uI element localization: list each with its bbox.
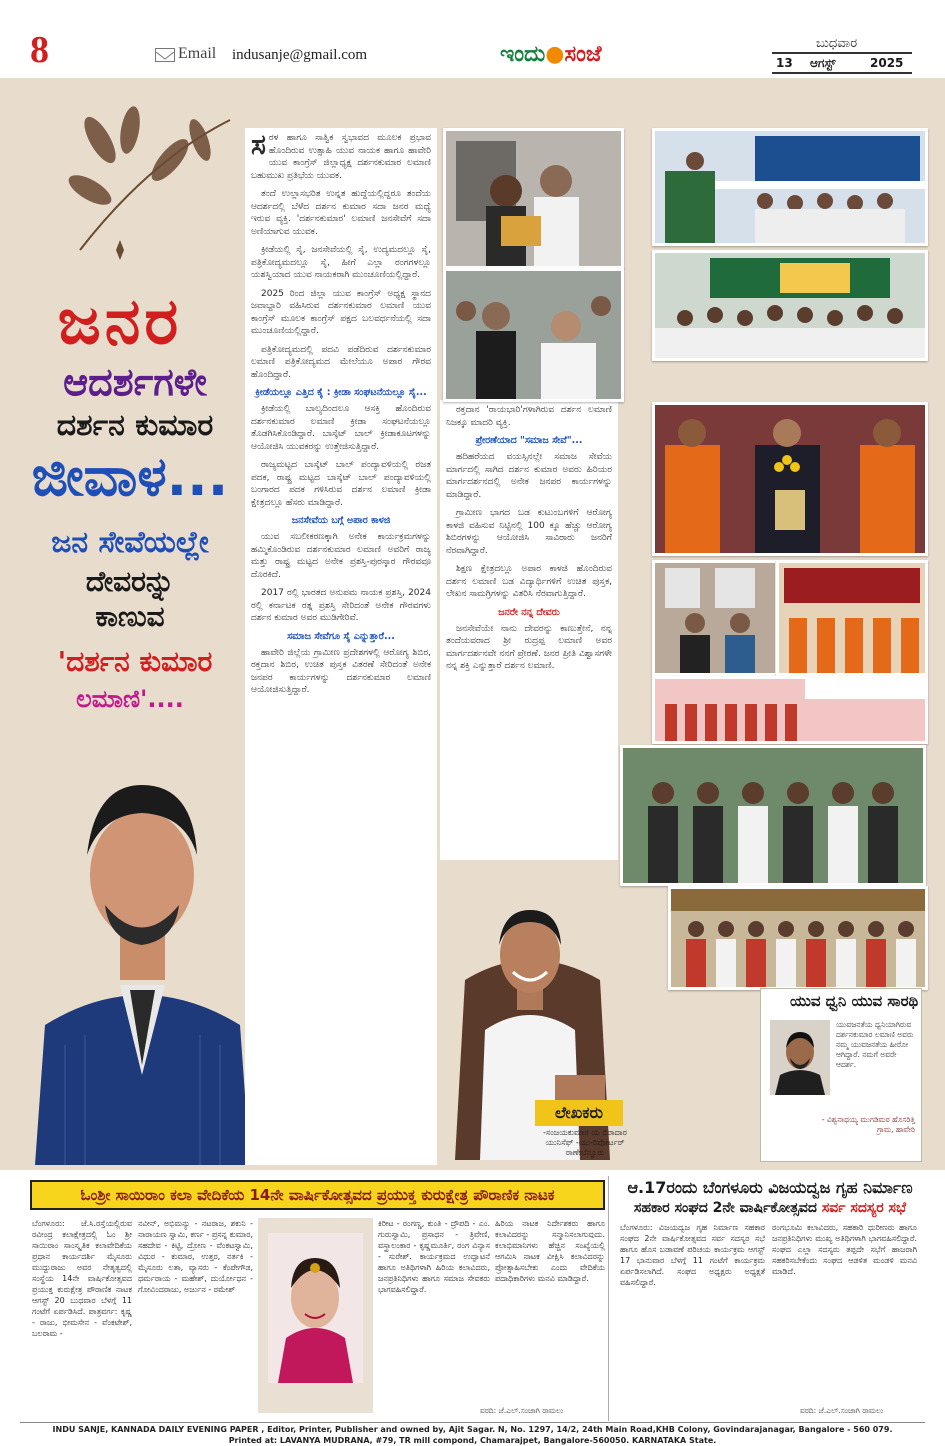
news-credit: ವರದಿ: ಜೆ.ಎಲ್.ಸಂಜಾಗಿ ರಾಮಲು — [480, 1406, 564, 1415]
imprint-line-1: INDU SANJE, KANNADA DAILY EVENING PAPER , Editor, Printer, Publisher and owned by, Ajit Sagar. N, No. 1297, 14/2, 24th Main Road,KHB Colony, Govindarajanagar, Bangalore - 560 079. — [52, 1425, 893, 1434]
article-paragraph: ತಂದೆ ಉಲ್ಲಾಸಭರಿತ ಉನ್ನತ ಹುದ್ದೆಯಲ್ಲಿದ್ದರೂ ತಂದೆಯ ಆದರ್ಶದಲ್ಲಿ ಬೆಳೆದ ದರ್ಶನ ಕುಮಾರ ಸದಾ ಜನರ ಮಧ್ಯೆ ಇರುವ ವ್ಯಕ್ತಿ. 'ದರ್ಶನಕುಮಾರ' ಲಮಾಣಿ ಜನಸೇವೆಗೆ ಸದಾ ಅಣಿಯಾಗುವ ಯುವಕ. — [251, 189, 431, 237]
page-number: 8 — [30, 29, 49, 71]
headline-line-2: ಆದರ್ಶಗಳೇ — [63, 360, 207, 404]
headline-line-1: ಜನರ — [57, 285, 183, 359]
masthead-sun-icon: ● — [545, 42, 565, 67]
article-paragraph: ರಕ್ತದಾನ 'ರಾಯಭಾರಿ'ಗಳಾಗಿರುವ ದರ್ಶನ ಲಮಾಣಿ ನಿಜಕ್ಕೂ ಮಾದರಿ ವ್ಯಕ್ತಿ. — [446, 405, 612, 428]
article-paragraph: ಶಿಕ್ಷಣ ಕ್ಷೇತ್ರದಲ್ಲೂ ಅಪಾರ ಕಾಳಜಿ ಹೊಂದಿರುವ ದರ್ಶನ ಲಮಾಣಿ ಬಡ ವಿದ್ಯಾರ್ಥಿಗಳಿಗೆ ಉಚಿತ ಪುಸ್ತಕ, ಲೇಖನ ಸಾಮಗ್ರಿಗಳನ್ನು ವಿತರಿಸಿ ನೆರವಾಗುತ್ತಿದ್ದಾರೆ. — [446, 564, 612, 599]
article-subhead: ಕ್ರೀಡೆಯಲ್ಲೂ ಎತ್ತಿದ ಕೈ : ಕ್ರೀಡಾ ಸಂಘಟನೆಯಲ್ಲೂ ಸೈ... — [255, 387, 427, 398]
article-subhead: ಸಮಾಜ ಸೇವೆಗೂ ಸೈ ಎನ್ನುತ್ತಾರೆ... — [287, 630, 395, 642]
news-column: ಕಿರೀಟ - ರಂಗಣ್ಣ, ಕುಂತಿ - ದ್ರೌಪದಿ - ಎಂ. ಗುರುಸ್ವಾಮಿ, ಪ್ರಸಾಧನ - ತ್ರಿವೇಣಿ, ವಸ್ತ್ರಾಲಂಕಾರ - ಕೃಷ್ಣಮೂರ್ತಿ, ರಂಗ ವಿನ್ಯಾಸ - ಸುರೇಶ್. ಕಾರ್ಯಕ್ರಮದ ಉದ್ಘಾಟನೆ ಹಾಗೂ ಅತಿಥಿಗಳಾಗಿ ಹಿರಿಯ ಕಲಾವಿದರು, ಜನಪ್ರತಿನಿಧಿಗಳು ಹಾಗೂ ಸಮಾಜ ಸೇವಕರು ಭಾಗವಹಿಸಲಿದ್ದಾರೆ. — [378, 1219, 490, 1294]
drop-cap: ಸ — [251, 128, 266, 161]
portrait-photo — [25, 745, 260, 1165]
quote-text: ಯುವಜನತೆಯ ಧ್ವನಿಯಾಗಿರುವ ದರ್ಶನಕುಮಾರ ಲಮಾಣಿ ಅವರು ನಮ್ಮ ಯುವಜನತೆಯ ಹೀರೋ ಆಗಿದ್ದಾರೆ. ನಮಗೆ ಅವರೇ ಆದರ್ಶ. — [836, 1020, 914, 1069]
article-paragraph: ಗ್ರಾಮೀಣ ಭಾಗದ ಬಡ ಕುಟುಂಬಗಳಿಗೆ ಆರೋಗ್ಯ ಕಾಳಜಿ ವಹಿಸುವ ನಿಟ್ಟಿನಲ್ಲಿ 100 ಕ್ಕೂ ಹೆಚ್ಚು ಆರೋಗ್ಯ ಶಿಬಿರಗಳನ್ನು ಆಯೋಜಿಸಿ ಸಾವಿರಾರು ಜನರಿಗೆ ನೆರವಾಗಿದ್ದಾರೆ. — [446, 508, 612, 556]
article-paragraph: ಯುವ ಸಬಲೀಕರಣಕ್ಕಾಗಿ ಅನೇಕ ಕಾರ್ಯಕ್ರಮಗಳನ್ನು ಹಮ್ಮಿಕೊಂಡಿರುವ ದರ್ಶನಕುಮಾರ ಲಮಾಣಿ ಅವರಿಗೆ ರಾಜ್ಯ ಮತ್ತು ರಾಷ್ಟ್ರ ಮಟ್ಟದ ಅನೇಕ ಪ್ರಶಸ್ತಿ-ಪುರಸ್ಕಾರ ಗೌರವವೂ ದೊರಕಿದೆ. — [251, 532, 431, 580]
weekday: ಬುಧವಾರ — [816, 36, 858, 51]
quote-box-title: ಯುವ ಧ್ವನಿ ಯುವ ಸಾರಥಿ — [790, 992, 919, 1010]
artist-photo — [258, 1218, 373, 1413]
news-column: ನವೀನ್, ಅಭಿಮನ್ಯು - ನಟರಾಜ, ಶಕುನಿ - ನಾರಾಯಣ ಸ್ವಾಮಿ, ಕರ್ಣ - ಪ್ರಸನ್ನ ಕುಮಾರ, ಸಹದೇವ - ಕಿಟ್ಟಿ, ದ್ರೋಣ - ವೆಂಕಟಸ್ವಾಮಿ, ವಿಧುರ - ಕುಮಾರ, ಉತ್ತರ, ನರ್ತಕಿ - ಮೈಸೂರು ಲತಾ, ವ್ಯಾಸರು - ಕೆಂಪೇಗೌಡ, ಧರ್ಮರಾಯ - ಮಹೇಶ್, ದುರ್ಯೋಧನ - ಗೋವಿಂದರಾಜು, ಅರ್ಜುನ - ರಮೇಶ್ — [138, 1219, 253, 1294]
author-byline: -ಸಂಜಯಕುಮಾರ ಯ ಬಿರಾದಾರ ಯುನಿಸೆಫ್ -ಯು-ರಿಪೋರ್ಟರ್ ರಾಣೇಬೆನ್ನೂರು — [543, 1128, 627, 1157]
article-paragraph: ಜನಸೇವೆಯೇ ನಾನು ದೇವರನ್ನು ಕಾಣುತ್ತೇನೆ, ನನ್ನ ತಂದೆಯವರಾದ ಶ್ರೀ ರುದ್ರಪ್ಪ ಲಮಾಣಿ ಅವರ ಮಾರ್ಗದರ್ಶನವೇ ನನಗೆ ಪ್ರೇರಣೆ. ಜನರ ಪ್ರೀತಿ ವಿಶ್ವಾಸಗಳೇ ನನ್ನ ಶಕ್ತಿ ಎನ್ನುತ್ತಾರೆ ದರ್ಶನ ಲಮಾಣಿ. — [446, 623, 612, 671]
headline-line-8: 'ದರ್ಶನ ಕುಮಾರ — [57, 645, 213, 678]
page-header — [0, 0, 945, 78]
date-day: 13 — [776, 56, 793, 70]
news-headline-part: ಸಹಕಾರ ಸಂಘದ 2ನೇ ವಾರ್ಷಿಕೋತ್ಸವದ — [633, 1200, 822, 1216]
news-credit: ವರದಿ: ಜೆ.ಎಲ್.ಸಂಜಾಗಿ ರಾಮಲು — [800, 1406, 884, 1415]
article-paragraph: ಕ್ರೀಡೆಯಲ್ಲಿ ಸೈ, ಜನಸೇವೆಯಲ್ಲಿ ಸೈ, ಉದ್ಯಮದಲ್ಲೂ ಸೈ, ಪತ್ರಿಕೋದ್ಯಮದಲ್ಲೂ ಸೈ, ಹೀಗೆ ಎಲ್ಲಾ ರಂಗಗಳಲ್ಲೂ ಯಶಸ್ವಿಯಾದ ಯುವ ನಾಯಕರಾಗಿ ಮುಂಚೂಣಿಯಲ್ಲಿದ್ದಾರೆ. — [251, 245, 431, 280]
leaf-decoration-icon — [60, 100, 240, 260]
news-photo — [652, 560, 778, 676]
news-photo — [652, 128, 928, 246]
article-paragraph: ಪತ್ರಿಕೋದ್ಯಮದಲ್ಲಿ ಪದವಿ ಪಡೆದಿರುವ ದರ್ಶನಕುಮಾರ ಲಮಾಣಿ ಪತ್ರಿಕೋದ್ಯಮದ ಮೇಲೆಯೂ ಅಪಾರ ಗೌರವ ಹೊಂದಿದ್ದಾರೆ. — [251, 344, 431, 380]
headline-line-9: ಲಮಾಣಿ'.... — [76, 685, 184, 713]
news-headline: ಆ.17ರಂದು ಬೆಂಗಳೂರು ವಿಜಯದ್ವಜ ಗೃಹ ನಿರ್ಮಾಣ — [627, 1178, 913, 1197]
envelope-icon — [155, 48, 175, 62]
news-photo — [443, 128, 624, 269]
quote-author-photo — [770, 1020, 830, 1095]
article-paragraph: ಕ್ರೀಡೆಯಲ್ಲಿ ಬಾಲ್ಯದಿಂದಲೂ ಆಸಕ್ತಿ ಹೊಂದಿರುವ ದರ್ಶನಕುಮಾರ ಲಮಾಣಿ ಕ್ರೀಡಾ ಸಂಘಟನೆಯಲ್ಲೂ ತೊಡಗಿಸಿಕೊಂಡಿದ್ದಾರೆ. ಬಾಸ್ಕೆಟ್ ಬಾಲ್ ಕ್ರೀಡಾಕೂಟಗಳನ್ನು ಆಯೋಜಿಸಿ ಯುವಕರನ್ನು ಉತ್ತೇಜಿಸುತ್ತಿದ್ದಾರೆ. — [251, 404, 431, 452]
article-paragraph: ರಳ ಹಾಗೂ ಸಾತ್ವಿಕ ಸ್ವಭಾವದ ಮೂಲಕ ಪ್ರಭಾವ ಹೊಂದಿರುವ ಉತ್ಸಾಹಿ ಯುವ ನಾಯಕ ಹಾಗೂ ಹಾವೇರಿ ಯುವ ಕಾಂಗ್ರೆಸ್ ಜಿಲ್ಲಾಧ್ಯಕ್ಷ ದರ್ಶನಕುಮಾರ ಲಮಾಣಿ ಬಹುಮುಖ ಪ್ರತಿಭೆಯ ಯುವಕ. — [251, 133, 431, 181]
article-paragraph: ಹಾವೇರಿ ಜಿಲ್ಲೆಯ ಗ್ರಾಮೀಣ ಪ್ರದೇಶಗಳಲ್ಲಿ ಆರೋಗ್ಯ ಶಿಬಿರ, ರಕ್ತದಾನ ಶಿಬಿರ, ಉಚಿತ ಪುಸ್ತಕ ವಿತರಣೆ ಸೇರಿದಂತೆ ಅನೇಕ ಜನಪರ ಕಾರ್ಯಗಳನ್ನು ದರ್ಶನಕುಮಾರ ಲಮಾಣಿ ಆಯೋಜಿಸುತ್ತಿದ್ದಾರೆ. — [251, 647, 431, 695]
quote-attribution: - ವಿಶ್ವನಾಥಯ್ಯ ಮುಗಡಿಮಠ ಹೊಸರಿತ್ತಿ ಗ್ರಾಮ, ಹಾವೇರಿ — [821, 1115, 915, 1134]
news-headline-highlight: ಸರ್ವ ಸದಸ್ಯರ ಸಭೆ — [821, 1200, 907, 1216]
article-subhead: ಜನಸೇವೆಯ ಬಗ್ಗೆ ಅಪಾರ ಕಾಳಜಿ — [291, 515, 391, 526]
news-photo — [652, 250, 928, 361]
imprint-line-2: Printed at: LAVANYA MUDRANA, #79, TR mill compond, Chamarajpet, Bangalore-560050. KARNATAKA State. — [228, 1436, 717, 1445]
news-column: ರಂಗಭೂಮಿ ಕಲಾವಿದರು, ಸಹಕಾರಿ ಧುರೀಣರು ಹಾಗೂ ಜನಪ್ರತಿನಿಧಿಗಳು ಮುಖ್ಯ ಅತಿಥಿಗಳಾಗಿ ಭಾಗವಹಿಸಲಿದ್ದಾರೆ. ಸಂಘದ ಎಲ್ಲಾ ಸದಸ್ಯರು ತಪ್ಪದೇ ಸಭೆಗೆ ಹಾಜರಾಗಿ ಸಹಕರಿಸಬೇಕೆಂದು ಸಂಘದ ಆಡಳಿತ ಮಂಡಳಿ ಮನವಿ ಮಾಡಿದೆ. — [772, 1223, 917, 1276]
email-label: Email — [178, 45, 217, 62]
article-subhead: ಪ್ರೇರಣೆಯಾದ "ಸಮಾಜ ಸೇವೆ"... — [475, 435, 583, 446]
masthead-logo — [500, 42, 602, 67]
headline-line-5: ಜನ ಸೇವೆಯಲ್ಲೇ — [51, 525, 209, 560]
feature-article — [245, 128, 437, 1165]
news-headline-line-2 — [620, 1200, 920, 1216]
news-photo — [620, 745, 926, 886]
masthead-part-2: ಸಂಜೆ — [564, 42, 602, 67]
news-column: ಬೆಂಗಳೂರು: ಜೆ.ಸಿ.ರಸ್ತೆಯಲ್ಲಿರುವ ರವೀಂದ್ರ ಕಲಾಕ್ಷೇತ್ರದಲ್ಲಿ ಓಂ ಶ್ರೀ ಸಾಯಿರಾಂ ಸಾಂಸ್ಕೃತಿಕ ಕಲಾವೇದಿಕೆಯ ಪ್ರಧಾನ ಕಾರ್ಯದರ್ಶಿ ಮೈಸೂರು ಮುದ್ದುರಾಜು ಅವರ ನೇತೃತ್ವದಲ್ಲಿ ಸಂಸ್ಥೆಯ 14ನೇ ವಾರ್ಷಿಕೋತ್ಸವದ ಪ್ರಯುಕ್ತ ಕುರುಕ್ಷೇತ್ರ ಪೌರಾಣಿಕ ನಾಟಕ ಆಗಸ್ಟ್ 20 ಬುಧವಾರ ಬೆಳಗ್ಗೆ 11 ಗಂಟೆಗೆ ಏರ್ಪಡಿಸಿದೆ. ಪಾತ್ರವರ್ಗ: ಕೃಷ್ಣ - ರಾಜು, ಭೀಮಸೇನ - ವೆಂಕಟೇಶ್, ಬಲರಾಮ - — [32, 1219, 132, 1338]
column-divider — [608, 1176, 609, 1421]
news-photo — [776, 560, 928, 676]
news-photo — [668, 886, 928, 990]
news-column: ಬೆಂಗಳೂರು: ವಿಜಯದ್ವಜ ಗೃಹ ನಿರ್ಮಾಣ ಸಹಕಾರ ಸಂಘದ 2ನೇ ವಾರ್ಷಿಕೋತ್ಸವದ ಸರ್ವ ಸದಸ್ಯರ ಸಭೆ ಹಾಗೂ ಹೊಸ ಬಡಾವಣೆ ಪರಿಚಯ ಕಾರ್ಯಕ್ರಮ ಆಗಸ್ಟ್ 17 ಭಾನುವಾರ ಬೆಳಗ್ಗೆ 11 ಗಂಟೆಗೆ ಕಾರ್ಯಕ್ರಮ ಏರ್ಪಡಿಸಲಾಗಿದೆ. ಸಂಘದ ಅಧ್ಯಕ್ಷರು ಅಧ್ಯಕ್ಷತೆ ವಹಿಸಲಿದ್ದಾರೆ. — [620, 1223, 765, 1287]
headline-line-7: ಕಾಣುವ — [95, 600, 165, 633]
masthead-part-1: ಇಂದು — [500, 42, 546, 67]
headline-line-6: ದೇವರನ್ನು — [85, 565, 175, 598]
date-line — [772, 52, 912, 74]
news-headline-banner: ಓಂಶ್ರೀ ಸಾಯಿರಾಂ ಕಲಾ ವೇದಿಕೆಯ 14ನೇ ವಾರ್ಷಿಕೋತ್ಸವದ ಪ್ರಯುಕ್ತ ಕುರುಕ್ಷೇತ್ರ ಪೌರಾಣಿಕ ನಾಟಕ — [30, 1180, 605, 1210]
article-subhead: ಜನರೇ ನನ್ನ ದೇವರು — [498, 606, 560, 618]
footer-rule — [20, 1422, 925, 1423]
article-paragraph: 2017 ರಲ್ಲಿ ಭಾರತದ ಅನುಪಮ ನಾಯಕ ಪ್ರಶಸ್ತಿ, 2024 ರಲ್ಲಿ ಕರ್ನಾಟಕ ರತ್ನ ಪ್ರಶಸ್ತಿ ಸೇರಿದಂತೆ ಅನೇಕ ಗೌರವಗಳು ದರ್ಶನ ಕುಮಾರ ಅವರ ಮುಡಿಗೇರಿವೆ. — [251, 588, 431, 623]
article-paragraph: 2025 ರಿಂದ ಜಿಲ್ಲಾ ಯುವ ಕಾಂಗ್ರೆಸ್ ಅಧ್ಯಕ್ಷ ಸ್ಥಾನದ ಜವಾಬ್ದಾರಿ ವಹಿಸಿರುವ ದರ್ಶನಕುಮಾರ ಲಮಾಣಿ ಯುವ ಕಾಂಗ್ರೆಸ್ ಮೂಲಕ ಕಾಂಗ್ರೆಸ್ ಪಕ್ಷದ ಬಲವರ್ಧನೆಯಲ್ಲಿ ಸದಾ ಮುಂಚೂಣಿಯಲ್ಲಿದ್ದಾರೆ. — [251, 288, 431, 336]
headline-line-3: ದರ್ಶನ ಕುಮಾರ — [56, 408, 214, 443]
article-paragraph: ಹದಿಹರೆಯದ ವಯಸ್ಸಿನಲ್ಲೇ ಸಮಾಜ ಸೇವೆಯ ಮಾರ್ಗದಲ್ಲಿ ಸಾಗಿದ ದರ್ಶನ ಕುಮಾರ ಅವರು ಹಿರಿಯರ ಮಾರ್ಗದರ್ಶನದಲ್ಲಿ ಅನೇಕ ಜನಪರ ಕಾರ್ಯಗಳನ್ನು ಮಾಡಿದ್ದಾರೆ. — [446, 452, 612, 500]
feature-article-continued — [440, 400, 618, 860]
headline-line-4: ಜೀವಾಳ... — [31, 445, 229, 508]
date-year: 2025 — [870, 56, 904, 70]
news-photo — [652, 676, 928, 744]
news-column: ಹಿರಿಯ ನಾಟಕ ನಿರ್ದೇಶಕರು ಹಾಗೂ ಕಲಾವಿದರನ್ನು ಸನ್ಮಾನಿಸಲಾಗುವುದು. ಕಲಾಭಿಮಾನಿಗಳು ಹೆಚ್ಚಿನ ಸಂಖ್ಯೆಯಲ್ಲಿ ಆಗಮಿಸಿ ನಾಟಕ ವೀಕ್ಷಿಸಿ ಕಲಾವಿದರನ್ನು ಪ್ರೋತ್ಸಾಹಿಸಬೇಕು ಎಂದು ವೇದಿಕೆಯ ಪದಾಧಿಕಾರಿಗಳು ಮನವಿ ಮಾಡಿದ್ದಾರೆ. — [495, 1219, 605, 1283]
news-photo — [443, 268, 624, 402]
date-month: ಆಗಸ್ಟ್ — [810, 56, 836, 70]
author-label: ಲೇಖಕರು — [535, 1100, 623, 1126]
article-paragraph: ರಾಜ್ಯಮಟ್ಟದ ಬಾಸ್ಕೆಟ್ ಬಾಲ್ ಪಂದ್ಯಾವಳಿಯಲ್ಲಿ ರಜತ ಪದಕ, ರಾಷ್ಟ್ರ ಮಟ್ಟದ ಬಾಸ್ಕೆಟ್ ಬಾಲ್ ಪಂದ್ಯಾವಳಿಯಲ್ಲಿ ಬಂಗಾರದ ಪದಕ ಗಳಿಸಿರುವ ದರ್ಶನ ಲಮಾಣಿ ಕ್ರೀಡಾ ಕ್ಷೇತ್ರದಲ್ಲೂ ಹೆಸರು ಮಾಡಿದ್ದಾರೆ. — [251, 460, 431, 508]
email-address[interactable]: indusanje@gmail.com — [232, 47, 368, 63]
news-photo — [652, 402, 928, 556]
